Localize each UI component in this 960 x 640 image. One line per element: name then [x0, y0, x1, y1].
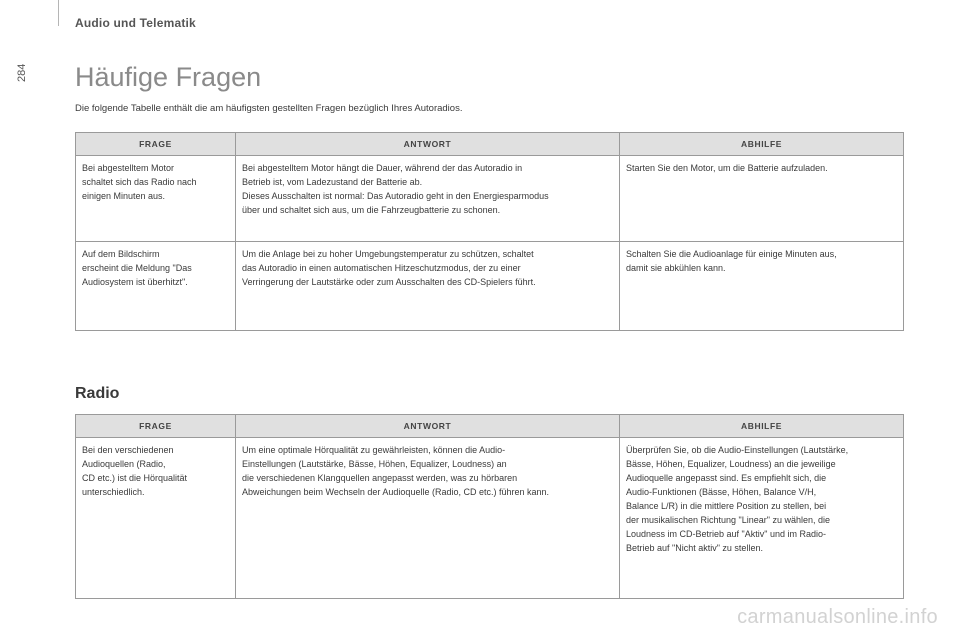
table-row — [76, 242, 904, 331]
section-label: Audio und Telematik — [75, 16, 196, 30]
table-row — [76, 156, 904, 242]
radio-faq-table — [75, 414, 904, 599]
watermark: carmanualsonline.info — [737, 606, 938, 628]
question-cell: Bei den verschiedenen Audioquellen (Radio, CD etc.) ist die Hörqualität unterschiedlich. — [76, 438, 236, 599]
answer-cell: Um die Anlage bei zu hoher Umgebungstemperatur zu schützen, schaltet das Autoradio in einen automatischen Hitzeschutzmodus, der zu einer Verringerung der Lautstärke oder zum Ausschalten des CD-Spielers führt. — [236, 242, 620, 331]
table-header-row — [76, 415, 904, 438]
column-header-question: FRAGE — [76, 133, 236, 156]
remedy-cell: Überprüfen Sie, ob die Audio-Einstellungen (Lautstärke, Bässe, Höhen, Equalizer, Loudness) an die jeweilige Audioquelle angepasst sind. Es empfiehlt sich, die Audio-Funktionen (Bässe, Höhen, Balance V/H, Balance L/R) in die mittlere Position zu stellen, bei der musikalischen Richtung "Linear" zu wählen, die Loudness im CD-Betrieb auf "Aktiv" und im Radio- Betrieb auf "Nicht aktiv" zu stellen. — [620, 438, 904, 599]
intro-text: Die folgende Tabelle enthält die am häufigsten gestellten Fragen bezüglich Ihres Autoradios. — [75, 103, 463, 114]
table-row — [76, 438, 904, 599]
faq-table — [75, 132, 904, 331]
column-header-remedy: ABHILFE — [620, 415, 904, 438]
remedy-cell: Starten Sie den Motor, um die Batterie aufzuladen. — [620, 156, 904, 242]
page-number: 284 — [16, 63, 28, 82]
answer-cell: Um eine optimale Hörqualität zu gewährleisten, können die Audio- Einstellungen (Lautstärke, Bässe, Höhen, Equalizer, Loudness) an die verschiedenen Klangquellen angepasst werden, was zu hörbaren Abweichungen beim Wechseln der Audioquelle (Radio, CD etc.) führen kann. — [236, 438, 620, 599]
column-header-question: FRAGE — [76, 415, 236, 438]
radio-heading: Radio — [75, 385, 120, 402]
remedy-cell: Schalten Sie die Audioanlage für einige Minuten aus, damit sie abkühlen kann. — [620, 242, 904, 331]
column-header-remedy: ABHILFE — [620, 133, 904, 156]
column-header-answer: ANTWORT — [236, 415, 620, 438]
question-cell: Bei abgestelltem Motor schaltet sich das Radio nach einigen Minuten aus. — [76, 156, 236, 242]
page-title: Häufige Fragen — [75, 62, 262, 92]
column-header-answer: ANTWORT — [236, 133, 620, 156]
question-cell: Auf dem Bildschirm erscheint die Meldung "Das Audiosystem ist überhitzt". — [76, 242, 236, 331]
header-divider — [58, 0, 59, 26]
table-header-row — [76, 133, 904, 156]
answer-cell: Bei abgestelltem Motor hängt die Dauer, während der das Autoradio in Betrieb ist, vom Ladezustand der Batterie ab. Dieses Ausschalten ist normal: Das Autoradio geht in den Energiesparmodus über und schaltet sich aus, um die Fahrzeugbatterie zu schonen. — [236, 156, 620, 242]
